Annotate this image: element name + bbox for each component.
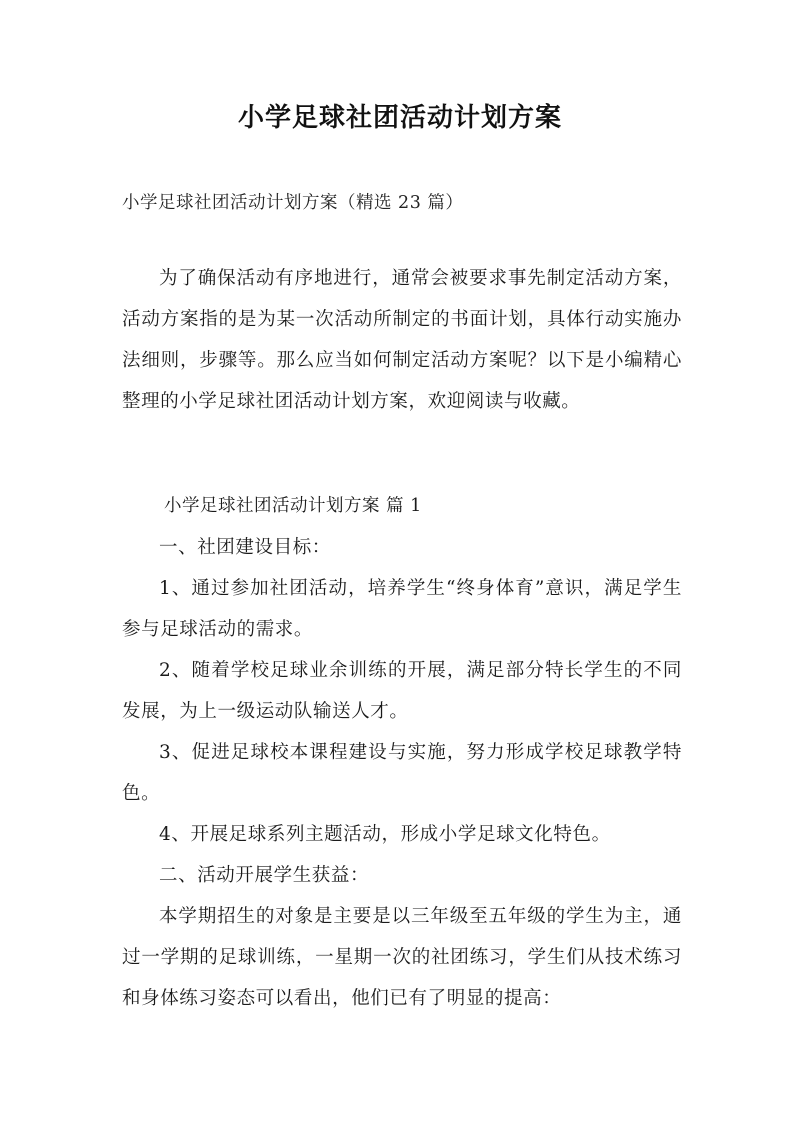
- paragraph-goal-3: 3、促进足球校本课程建设与实施，努力形成学校足球教学特色。: [122, 742, 682, 804]
- intro-paragraph: 为了确保活动有序地进行，通常会被要求事先制定活动方案，活动方案指的是为某一次活动所制定的书面计划，具体行动实施办法细则，步骤等。那么应当如何制定活动方案呢？以下是小编精心整理的小学足球社团活动计划方案，欢迎阅读与收藏。: [122, 268, 682, 412]
- paragraph-goal-1: 1、通过参加社团活动，培养学生“终身体育”意识，满足学生参与足球活动的需求。: [122, 578, 682, 640]
- section-block: [122, 486, 682, 1019]
- paragraph-benefits-body: 本学期招生的对象是主要是以三年级至五年级的学生为主，通过一学期的足球训练，一星期一次的社团练习，学生们从技术练习和身体练习姿态可以看出，他们已有了明显的提高：: [122, 906, 682, 1009]
- section-heading: 小学足球社团活动计划方案 篇 1: [164, 496, 422, 516]
- paragraph-benefits-heading: 二、活动开展学生获益：: [159, 865, 370, 886]
- paragraph-goal-2: 2、随着学校足球业余训练的开展，满足部分特长学生的不同发展，为上一级运动队输送人才。: [122, 660, 682, 722]
- intro-block: [122, 258, 682, 422]
- paragraph-goal-4: 4、开展足球系列主题活动，形成小学足球文化特色。: [159, 824, 611, 845]
- document-subtitle: 小学足球社团活动计划方案（精选 23 篇）: [122, 193, 464, 213]
- document-title: 小学足球社团活动计划方案: [237, 103, 562, 133]
- paragraph-goals-heading: 一、社团建设目标：: [159, 537, 331, 558]
